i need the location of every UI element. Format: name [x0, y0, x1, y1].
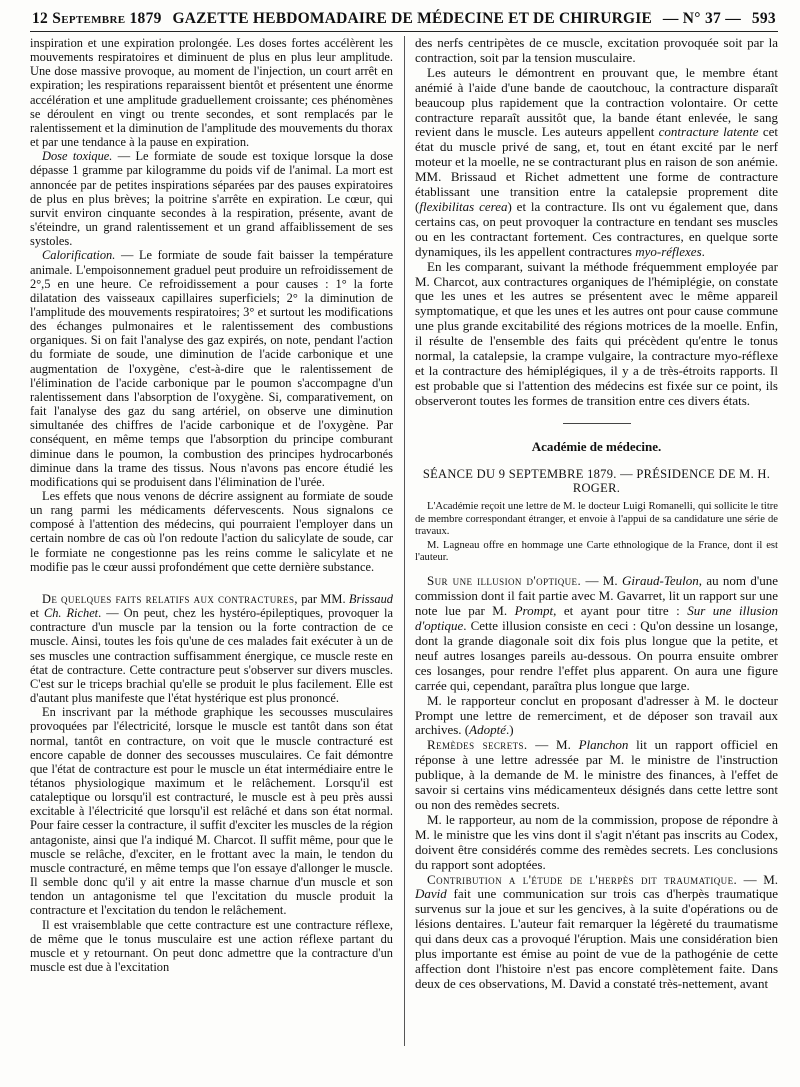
- paragraph-contractures-intro: De quelques faits relatifs aux contractures, par MM. Brissaud et Ch. Richet. — On peut, chez les hystéro-épileptiques, provoquer la contracture d'un muscle par la tension ou la forte contraction de ce muscle. Ainsi, toutes les fois qu'une de ces malades fait exécuter à un de ses muscles une contraction suffisamment énergique, ce muscle reste en état de contracture. Cette contracture peut s'observer sur divers muscles. C'est sur le triceps brachial qu'elle se produit le plus facilement. Elle est d'autant plus manifeste que l'état hystérique est plus prononcé.: [30, 591, 393, 706]
- page-number: 593: [751, 10, 776, 27]
- paragraph-continuation: des nerfs centripètes de ce muscle, excitation provoquée soit par la contraction, soit par la tension musculaire.: [415, 36, 778, 65]
- herpes-heading: Contribution a l'étude de l'herpès dit traumatique.: [427, 871, 738, 887]
- contractures-text: . — On peut, chez les hystéro-épileptiques, provoquer la contracture d'un muscle par la tension ou la forte contraction de ce muscle. Ainsi, toutes les fois qu'une de ces malades fait exécuter à un de ses muscles une contraction suffisamment énergique, ce muscle reste en état de contracture. Cette contracture peut s'observer sur divers muscles. C'est sur le triceps brachial qu'elle se produit le plus facilement. Elle est d'autant plus manifeste que l'état hystérique est plus prononcé.: [30, 606, 393, 706]
- paragraph-comparison: En les comparant, suivant la méthode fréquemment employée par M. Charcot, aux contractures organiques de l'hémiplégie, on constate que les unes et les autres se présentent avec le même appareil symptomatique, et que les unes et les autres ont pour cause commune une plus grande excitabilité des régions motrices de la moelle. Enfin, il résulte de l'ensemble des faits qui précèdent qu'entre le tonus normal, la catalepsie, la crampe vulgaire, la contracture myo-réflexe et la contracture des hémiplégiques, il y a de très-étroits rapports. Il est probable que si l'attention des médecins est fixée sur ce point, ils observeront toutes les formes de transition entre ces divers états.: [415, 258, 778, 408]
- issue-date: 12 Septembre 1879: [32, 10, 162, 27]
- section-spacer: [30, 574, 393, 592]
- contractures-heading: De quelques faits relatifs aux contractures,: [42, 591, 298, 606]
- running-header: [30, 10, 778, 32]
- dose-toxique-text: — Le formiate de soude est toxique lorsque la dose dépasse 1 gramme par kilogramme du poids vif de l'animal. La mort est annoncée par de petites inspirations séparées par des pauses expiratoires de plus en plus brèves; la poitrine s'arrête en expiration. Le cœur, qui survit environ cinquante secondes à la respiration, présente, avant de s'éteindre, un grand ralentissement et un grand affaiblissement de ses systoles.: [30, 149, 393, 249]
- calorification-heading: Calorification.: [42, 248, 116, 263]
- note-title: Sur une illusion d'optique: [415, 603, 778, 634]
- paragraph-calorification: [30, 248, 393, 489]
- term-contracture-latente: contracture latente: [658, 124, 759, 140]
- two-column-body: [30, 36, 778, 1046]
- note-lagneau: M. Lagneau offre en hommage une Carte ethnologique de la France, dont il est l'auteur.: [415, 539, 778, 564]
- author-richet: Ch. Richet: [43, 606, 99, 621]
- author-giraud-teulon: Giraud-Teulon: [621, 573, 699, 589]
- term-flexibilitas-cerea: flexibilitas cerea: [419, 198, 508, 214]
- paragraph-effects: Les effets que nous venons de décrire assignent au formiate de soude un rang parmi les médicaments défervescents. Nous signalons ce composé à l'attention des médecins, qui pourraient l'employer dans un certain nombre de cas où l'on redoute l'action du salicylate de soude, car le formiate ne congestionne pas les reins comme le salicylate et ne modifie pas le cœur aussi profondément que cette dernière substance.: [30, 489, 393, 574]
- paragraph-auteurs: Les auteurs le démontrent en prouvant que, le membre étant anémié à l'aide d'une bande de caoutchouc, la contracture disparaît beaucoup plus rapidement que la contraction volontaire. Or cette contracture reparaît aussitôt que, la bande étant enlevée, le sang revient dans le muscle. Les auteurs appellent contracture latente cet état du muscle privé de sang, et, tout en étant excité par le nerf moteur et la moelle, ne se contracturant plus en raison de son anémie. MM. Brissaud et Richet admettent une forme de contracture établissant une transition entre la catalepsie proprement dite (flexibilitas cerea) et la contracture. Ils ont vu également que, dans certains cas, on peut provoquer la contracture en tendant ses muscles ou en les contractant fortement. Ces contractures, en quelque sorte dynamiques, ils les appellent contractures myo-réflexes.: [415, 64, 778, 259]
- left-column: [30, 36, 393, 1046]
- column-rule: [404, 36, 405, 1046]
- term-myo-reflexes: myo-réflexes: [635, 243, 702, 259]
- right-column: [415, 36, 778, 1046]
- calorification-text: — Le formiate de soude fait baisser la température animale. L'empoisonnement graduel peut produire un refroidissement de 2°,5 en une heure. Ce refroidissement a pour causes : 1° la forte dilatation des vaisseaux capillaires superficiels; 2° la diminution de l'amplitude des mouvements respiratoires; 3° et surtout les modifications des échanges pulmonaires et le ralentissement des combustions organiques. Si on fait l'analyse des gaz expirés, on note, pendant l'action du formiate de soude, une diminution de l'acide carbonique et une augmentation de l'oxygène, c'est-à-dire que le ralentissement de l'élimination de l'acide carbonique par le poumon s'accompagne d'un ralentissement dans l'absorption de l'oxygène. Si, comparativement, on fait l'analyse des gaz du sang artériel, on observe une diminution simultanée des chiffres de l'acide carbonique et de l'oxygène. Par conséquent, en même temps que l'absorption du principe comburant diminue dans le poumon, la combustion des principes hydrocarbonés diminue dans la trame des tissus. Nous n'avons pas encore étudié les modifications qui se produisent dans l'élimination de l'urée.: [30, 248, 393, 489]
- remedes-heading: Remèdes secrets.: [427, 737, 528, 753]
- paragraph-reflex: Il est vraisemblable que cette contracture est une contracture réflexe, de même que le tonus musculaire est une action réflexe partant du muscle et y retournant. On peut donc admettre que la contracture d'un muscle est due à l'excitation: [30, 917, 393, 974]
- illusion-heading: Sur une illusion d'optique.: [427, 573, 582, 589]
- author-brissaud: Brissaud: [348, 591, 393, 606]
- paragraph-dose-toxique: [30, 149, 393, 248]
- issue-number: — N° 37 —: [662, 10, 742, 27]
- journal-title: GAZETTE HEBDOMADAIRE DE MÉDECINE ET DE CHIRURGIE: [172, 10, 653, 27]
- author-prompt: Prompt: [514, 603, 554, 619]
- dose-toxique-heading: Dose toxique.: [42, 149, 113, 164]
- author-planchon: Planchon: [578, 737, 629, 753]
- academy-heading: Académie de médecine.: [531, 438, 662, 454]
- paragraph-herpes: Contribution a l'étude de l'herpès dit traumatique. — M. David fait une communication sur trois cas d'herpès traumatique survenus sur la joue et sur les gencives, à la suite d'opérations ou de lésions dentaires. L'auteur fait remarquer la légèreté du traumatisme qui dans deux cas a provoqué l'éruption. Mais une considération bien plus importante est émise au point de vue de la pathogénie de cette affection dont l'histoire n'est pas encore complètement faite. Dans deux de ces observations, M. David a constaté très-nettement, avant: [415, 871, 778, 991]
- paragraph-remedes: Remèdes secrets. — M. Planchon lit un rapport officiel en réponse à une lettre adressée par M. le ministre de l'instruction publique, à la demande de M. le ministre des finances, à l'effet de savoir si certains vins médicamenteux désignés dans cette lettre sont ou non des remèdes secrets.: [415, 737, 778, 812]
- paragraph-respiration: inspiration et une expiration prolongée. Les doses fortes accélèrent les mouvements respiratoires et diminuent de plus en plus leur amplitude. Une dose massive provoque, au moment de l'injection, un court arrêt en expiration; les respirations reparaissent bientôt et présentent une énorme accélération et une amplitude graduellement croissante; ces phénomènes se déroulent en vingt ou trente secondes, et sont remplacés par le ralentissement et la diminution de l'amplitude des mouvements du thorax et par une tendance à la pause en expiration.: [30, 36, 393, 150]
- adopte-label: Adopté: [469, 722, 506, 738]
- author-david: David: [415, 886, 447, 902]
- paragraph-rapporteur: M. le rapporteur, au nom de la commission, propose de répondre à M. le ministre que les vins dont il s'agit n'étant pas inscrits au Codex, doivent être considérés comme des remèdes secrets. Les conclusions du rapport sont adoptées.: [415, 811, 778, 872]
- paragraph-rapport-conclusion: M. le rapporteur conclut en proposant d'adresser à M. le docteur Prompt une lettre de remerciment, et de déposer son travail aux archives. (Adopté.): [415, 692, 778, 738]
- section-divider: [563, 423, 631, 424]
- paragraph-illusion: Sur une illusion d'optique. — M. Giraud-Teulon, au nom d'une commission dont il fait partie avec M. Gavarret, lit un rapport sur une note lue par M. Prompt, et ayant pour titre : Sur une illusion d'optique. Cette illusion consiste en ceci : Qu'on dessine un losange, dont la grande diagonale soit dix fois plus longue que la petite, et neuf autres losanges pareils au-dessous. On pourra ensuite ombrer ces losanges, pour rendre l'effet plus apparent. On aura une figure carrée qui, cependant, paraîtra plus longue que large.: [415, 573, 778, 693]
- correspondence-notes: [415, 501, 778, 564]
- note-romanelli: L'Académie reçoit une lettre de M. le docteur Luigi Romanelli, qui sollicite le titre de membre correspondant étranger, et envoie à l'appui de sa candidature une série de travaux.: [415, 501, 778, 537]
- paragraph-graphic-method: En inscrivant par la méthode graphique les secousses musculaires provoquées par l'électricité, lorsque le muscle est tantôt dans son état normal, tantôt en contracture, on voit que le muscle contracturé est encore capable de donner des secousses musculaires. Ce fait démontre que l'état de contracture est pour le muscle un état intermédiaire entre le tétanos physiologique maximum et le relâchement. Lorsqu'il est cataleptique ou lorsqu'il est contracturé, le muscle est à peu près aussi excitable à l'électricité que lorsqu'il est relâché et dans son état normal. Pour faire cesser la contracture, il suffit d'exciter les muscles de la région antagoniste, ainsi que l'a indiqué M. Charcot. Il suffit même, pour que le muscle se relâche, d'exciter, en le frottant avec la main, le tendon du muscle contracturé, en même temps que l'on essaye d'allonger le muscle. Il semble donc qu'il y ait entre la masse charnue d'un muscle et son tendon un antagonisme tel que l'excitation du muscle produit la contracture et l'excitation du tendon le relâchement.: [30, 705, 393, 918]
- session-heading: SÉANCE DU 9 SEPTEMBRE 1879. — PRÉSIDENCE DE M. H. ROGER.: [422, 466, 771, 496]
